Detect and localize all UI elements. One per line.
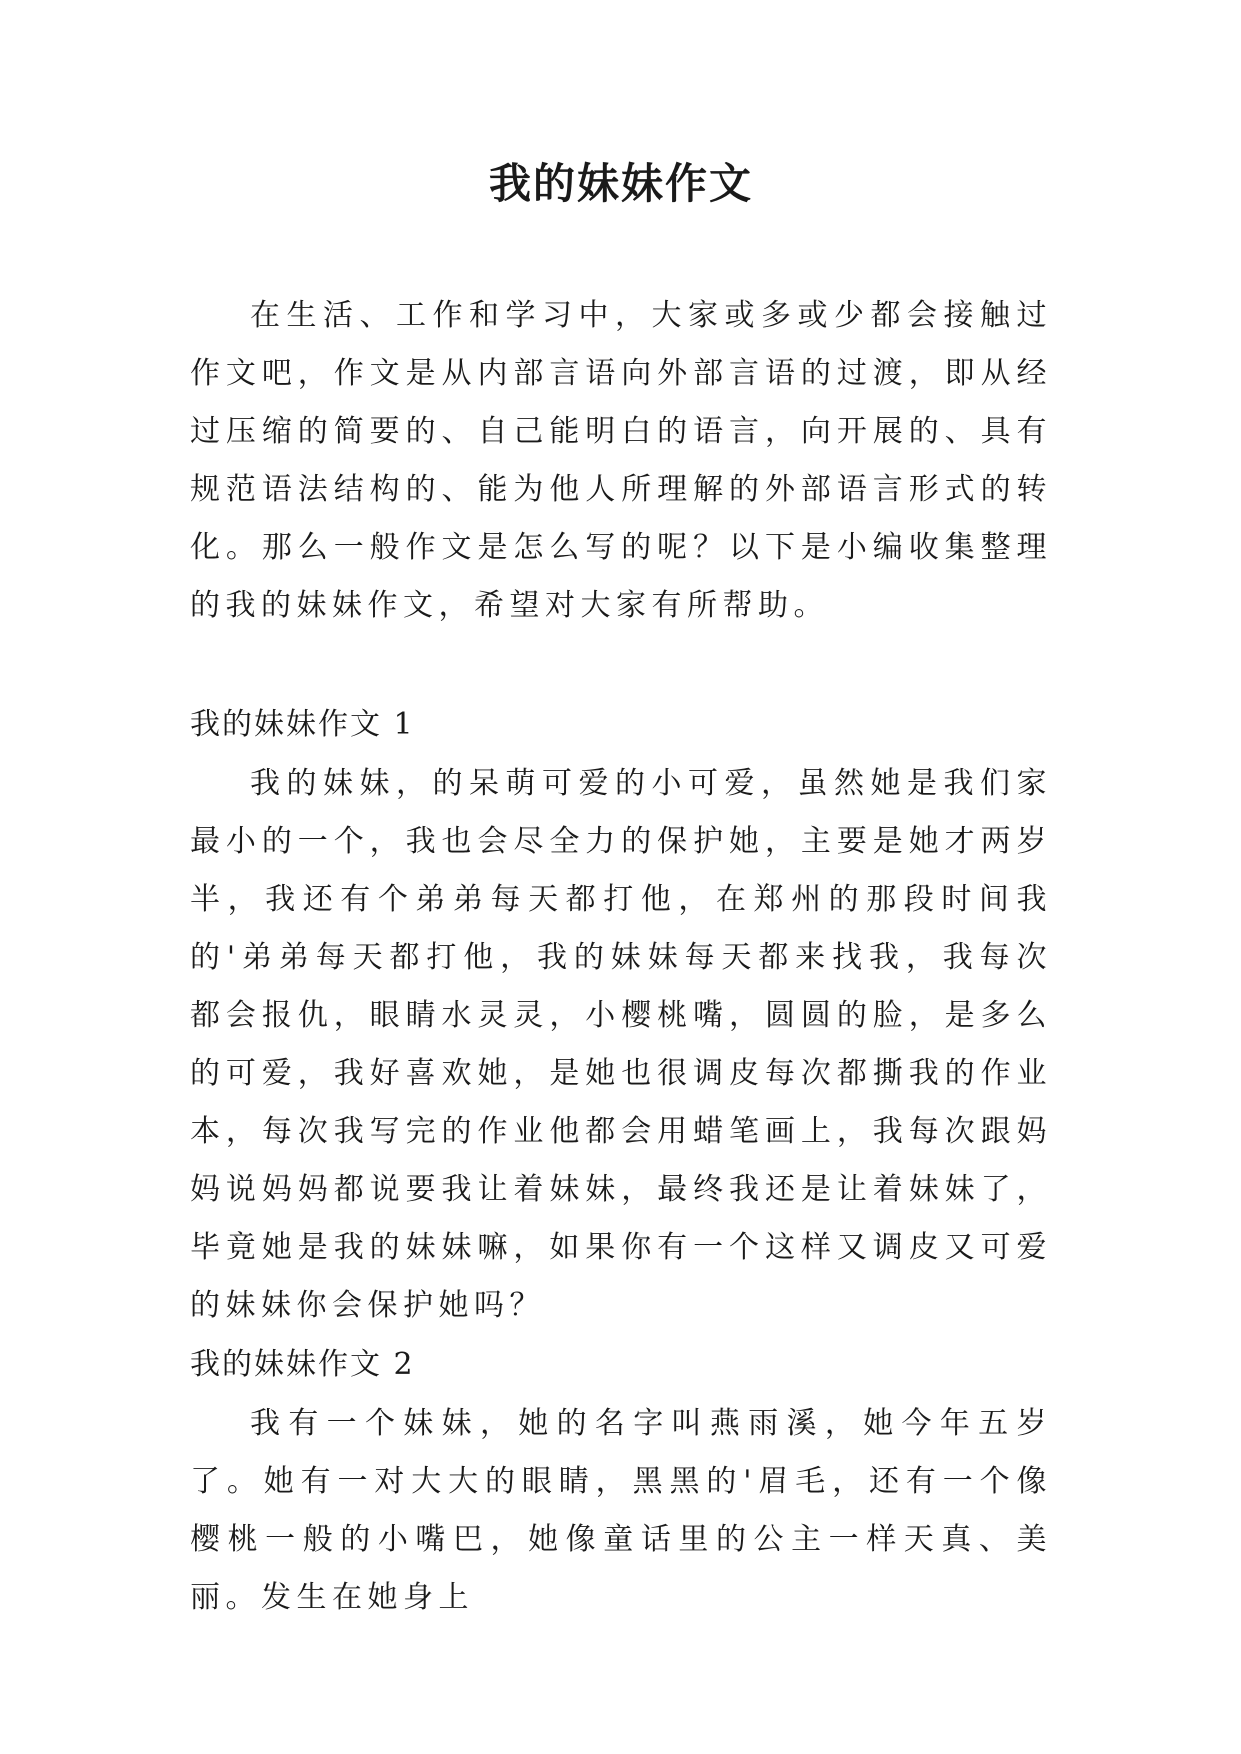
section-2-body: 我有一个妹妹，她的名字叫燕雨溪，她今年五岁了。她有一对大大的眼睛，黑黑的'眉毛，还有一个像樱桃一般的小嘴巴，她像童话里的公主一样天真、美丽。发生在她身上 — [190, 1406, 1052, 1615]
section-2-heading: 我的妹妹作文 2 — [190, 1347, 415, 1382]
document-title: 我的妹妹作文 — [488, 159, 753, 208]
section-1-body: 我的妹妹，的呆萌可爱的小可爱，虽然她是我们家最小的一个，我也会尽全力的保护她，主要是她才两岁半，我还有个弟弟每天都打他，在郑州的那段时间我的'弟弟每天都打他，我的妹妹每天都来找我，我每次都会报仇，眼睛水灵灵，小樱桃嘴，圆圆的脸，是多么的可爱，我好喜欢她，是她也很调皮每次都撕我的作业本，每次我写完的作业他都会用蜡笔画上，我每次跟妈妈说妈妈都说要我让着妹妹，最终我还是让着妹妹了，毕竟她是我的妹妹嘛，如果你有一个这样又调皮又可爱的妹妹你会保护她吗？ — [190, 766, 1052, 1323]
intro-paragraph: 在生活、工作和学习中，大家或多或少都会接触过作文吧，作文是从内部言语向外部言语的过渡，即从经过压缩的简要的、自己能明白的语言，向开展的、具有规范语法结构的、能为他人所理解的外部语言形式的转化。那么一般作文是怎么写的呢？以下是小编收集整理的我的妹妹作文，希望对大家有所帮助。 — [190, 298, 1052, 623]
section-1-heading: 我的妹妹作文 1 — [190, 707, 415, 742]
